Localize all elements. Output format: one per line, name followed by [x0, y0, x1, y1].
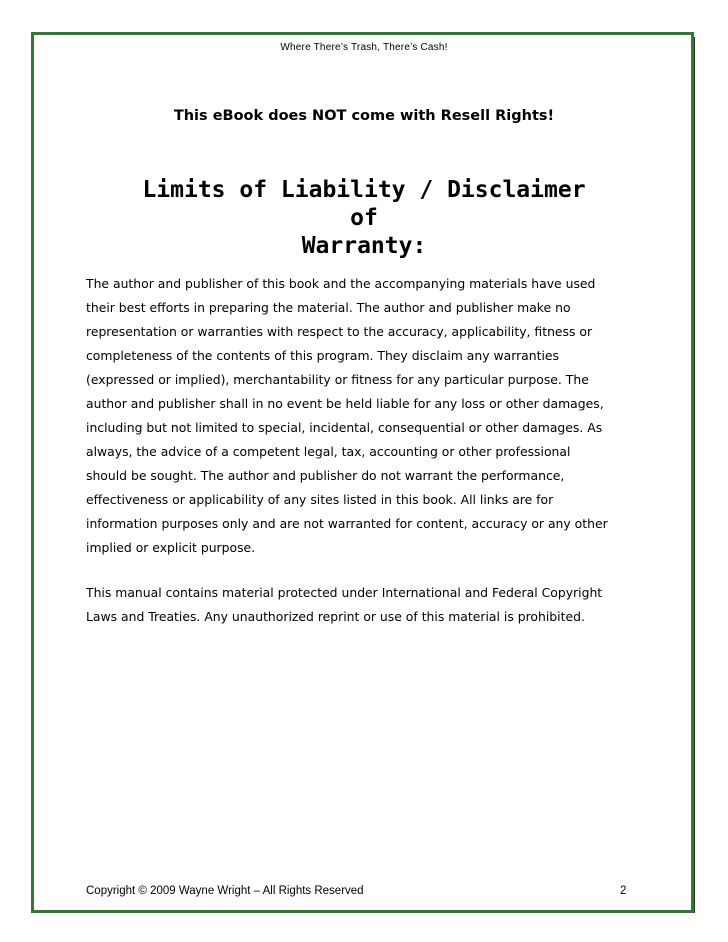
text-line: representation or warranties with respect to the accuracy, applicability, fitness or: [86, 324, 593, 339]
text-line: including but not limited to special, incidental, consequential or other damages. As: [86, 420, 603, 435]
page-number: 2: [620, 885, 627, 897]
text-line: This manual contains material protected under International and Federal Copyright: [86, 585, 603, 600]
title-line: Warranty:: [301, 233, 427, 259]
text-line: should be sought. The author and publisher do not warrant the performance,: [86, 468, 565, 483]
text-line: author and publisher shall in no event be held liable for any loss or other damages,: [86, 396, 604, 411]
text-line: always, the advice of a competent legal, tax, accounting or other professional: [86, 444, 571, 459]
text-line: effectiveness or applicability of any sites listed in this book. All links are for: [86, 492, 554, 507]
text-line: implied or explicit purpose.: [86, 540, 256, 555]
text-line: The author and publisher of this book and the accompanying materials have used: [86, 276, 596, 291]
disclaimer-paragraph: [86, 272, 656, 560]
text-line: completeness of the contents of this program. They disclaim any warranties: [86, 348, 560, 363]
copyright-paragraph: [86, 581, 656, 629]
text-line: information purposes only and are not warranted for content, accuracy or any other: [86, 516, 608, 531]
footer-copyright: Copyright © 2009 Wayne Wright – All Rights Reserved: [86, 885, 364, 897]
text-line: their best efforts in preparing the material. The author and publisher make no: [86, 300, 571, 315]
resell-rights-notice: This eBook does NOT come with Resell Rights!: [173, 108, 555, 124]
title-line: Limits of Liability / Disclaimer of: [142, 177, 586, 231]
disclaimer-title: [130, 176, 598, 260]
text-line: Laws and Treaties. Any unauthorized reprint or use of this material is prohibited.: [86, 609, 585, 624]
text-line: (expressed or implied), merchantability or fitness for any particular purpose. The: [86, 372, 589, 387]
running-header: Where There’s Trash, There’s Cash!: [280, 42, 448, 53]
